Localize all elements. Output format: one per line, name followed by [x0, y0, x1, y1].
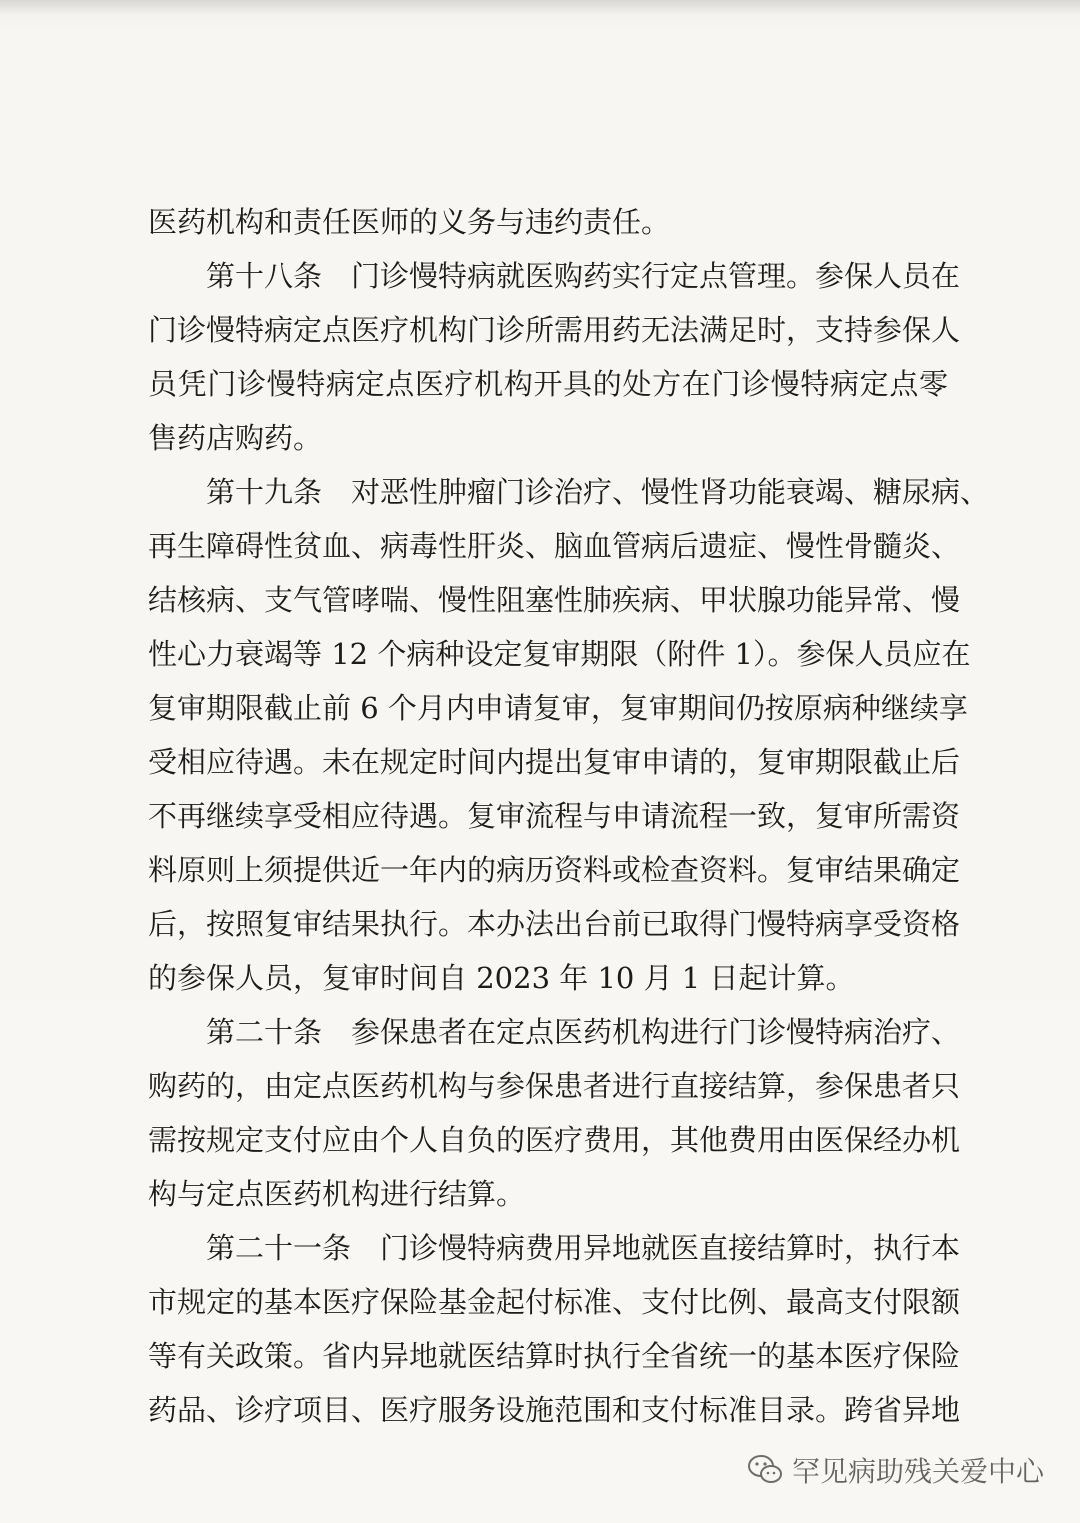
scan-top-edge	[0, 0, 1080, 14]
text-line: 复审期限截止前 6 个月内申请复审，复审期间仍按原病种继续享	[148, 691, 968, 725]
watermark	[746, 1450, 1044, 1490]
text-line: 性心力衰竭等 12 个病种设定复审期限（附件 1）。参保人员应在	[148, 637, 971, 671]
text-line: 员凭门诊慢特病定点医疗机构开具的处方在门诊慢特病定点零	[148, 367, 948, 401]
watermark-text: 罕见病助残关爱中心	[791, 1455, 1044, 1488]
text-line: 不再继续享受相应待遇。复审流程与申请流程一致，复审所需资	[148, 799, 961, 833]
article-18-heading-line: 第十八条 门诊慢特病就医购药实行定点管理。参保人员在	[206, 259, 961, 293]
text-line: 门诊慢特病定点医疗机构门诊所需用药无法满足时，支持参保人	[148, 313, 961, 347]
text-line: 药品、诊疗项目、医疗服务设施范围和支付标准目录。跨省异地	[148, 1393, 961, 1427]
text-line: 医药机构和责任医师的义务与违约责任。	[148, 205, 671, 239]
article-20-heading-line: 第二十条 参保患者在定点医药机构进行门诊慢特病治疗、	[206, 1015, 961, 1049]
text-line: 需按规定支付应由个人自负的医疗费用，其他费用由医保经办机	[148, 1123, 961, 1157]
text-line: 等有关政策。省内异地就医结算时执行全省统一的基本医疗保险	[148, 1339, 961, 1373]
wechat-icon	[746, 1453, 784, 1487]
text-line: 购药的，由定点医药机构与参保患者进行直接结算，参保患者只	[148, 1069, 961, 1103]
text-line: 料原则上须提供近一年内的病历资料或检查资料。复审结果确定	[148, 853, 961, 887]
text-line: 再生障碍性贫血、病毒性肝炎、脑血管病后遗症、慢性骨髓炎、	[148, 529, 961, 563]
text-line: 市规定的基本医疗保险基金起付标准、支付比例、最高支付限额	[148, 1285, 961, 1319]
text-line: 后，按照复审结果执行。本办法出台前已取得门慢特病享受资格	[148, 907, 961, 941]
text-line: 受相应待遇。未在规定时间内提出复审申请的，复审期限截止后	[148, 745, 961, 779]
article-19-heading-line: 第十九条 对恶性肿瘤门诊治疗、慢性肾功能衰竭、糖尿病、	[206, 475, 990, 509]
article-21-heading-line: 第二十一条 门诊慢特病费用异地就医直接结算时，执行本	[206, 1231, 961, 1265]
text-line: 售药店购药。	[148, 421, 323, 455]
text-line: 构与定点医药机构进行结算。	[148, 1177, 526, 1211]
text-line: 结核病、支气管哮喘、慢性阻塞性肺疾病、甲状腺功能异常、慢	[148, 583, 961, 617]
text-line: 的参保人员，复审时间自 2023 年 10 月 1 日起计算。	[148, 961, 855, 995]
